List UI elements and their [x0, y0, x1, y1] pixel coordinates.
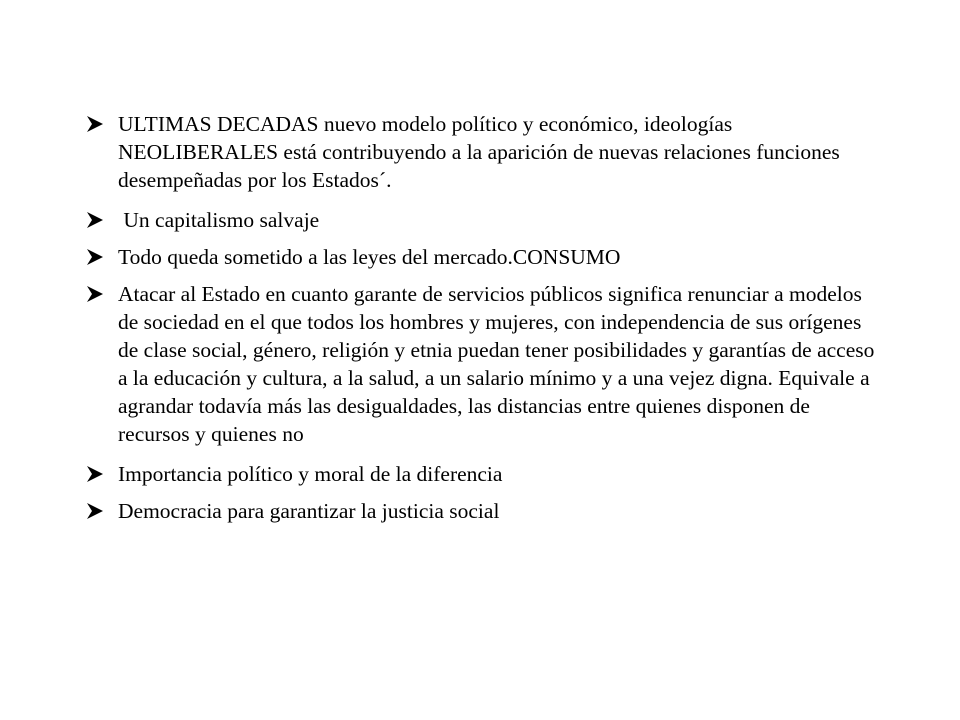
bullet-item	[86, 460, 876, 488]
bullet-list	[86, 110, 876, 534]
arrowhead-bullet-icon	[86, 248, 104, 266]
bullet-text: Un capitalismo salvaje	[118, 208, 320, 232]
bullet-text: Atacar al Estado en cuanto garante de servicios públicos significa renunciar a modelos de sociedad en el que todos los hombres y mujeres, con independencia de sus orígenes de clase social, género, religión y etnia puedan tener posibilidades y garantías de acceso a la educación y cultura, a la salud, a un salario mínimo y a una vejez digna. Equivale a agrandar todavía más las desigualdades, las distancias entre quienes disponen de recursos y quienes no	[118, 282, 875, 446]
arrowhead-bullet-icon	[86, 285, 104, 303]
bullet-item	[86, 110, 876, 194]
bullet-item	[86, 206, 876, 234]
arrowhead-bullet-icon	[86, 502, 104, 520]
arrowhead-bullet-icon	[86, 115, 104, 133]
bullet-text: Democracia para garantizar la justicia social	[118, 499, 500, 523]
bullet-text: ULTIMAS DECADAS nuevo modelo político y económico, ideologías NEOLIBERALES está contribuyendo a la aparición de nuevas relaciones funciones desempeñadas por los Estados´.	[118, 112, 840, 192]
bullet-text: Importancia político y moral de la diferencia	[118, 462, 503, 486]
arrowhead-bullet-icon	[86, 211, 104, 229]
arrowhead-bullet-icon	[86, 465, 104, 483]
bullet-text: Todo queda sometido a las leyes del mercado.CONSUMO	[118, 245, 621, 269]
bullet-item	[86, 280, 876, 448]
bullet-item	[86, 243, 876, 271]
bullet-item	[86, 497, 876, 525]
